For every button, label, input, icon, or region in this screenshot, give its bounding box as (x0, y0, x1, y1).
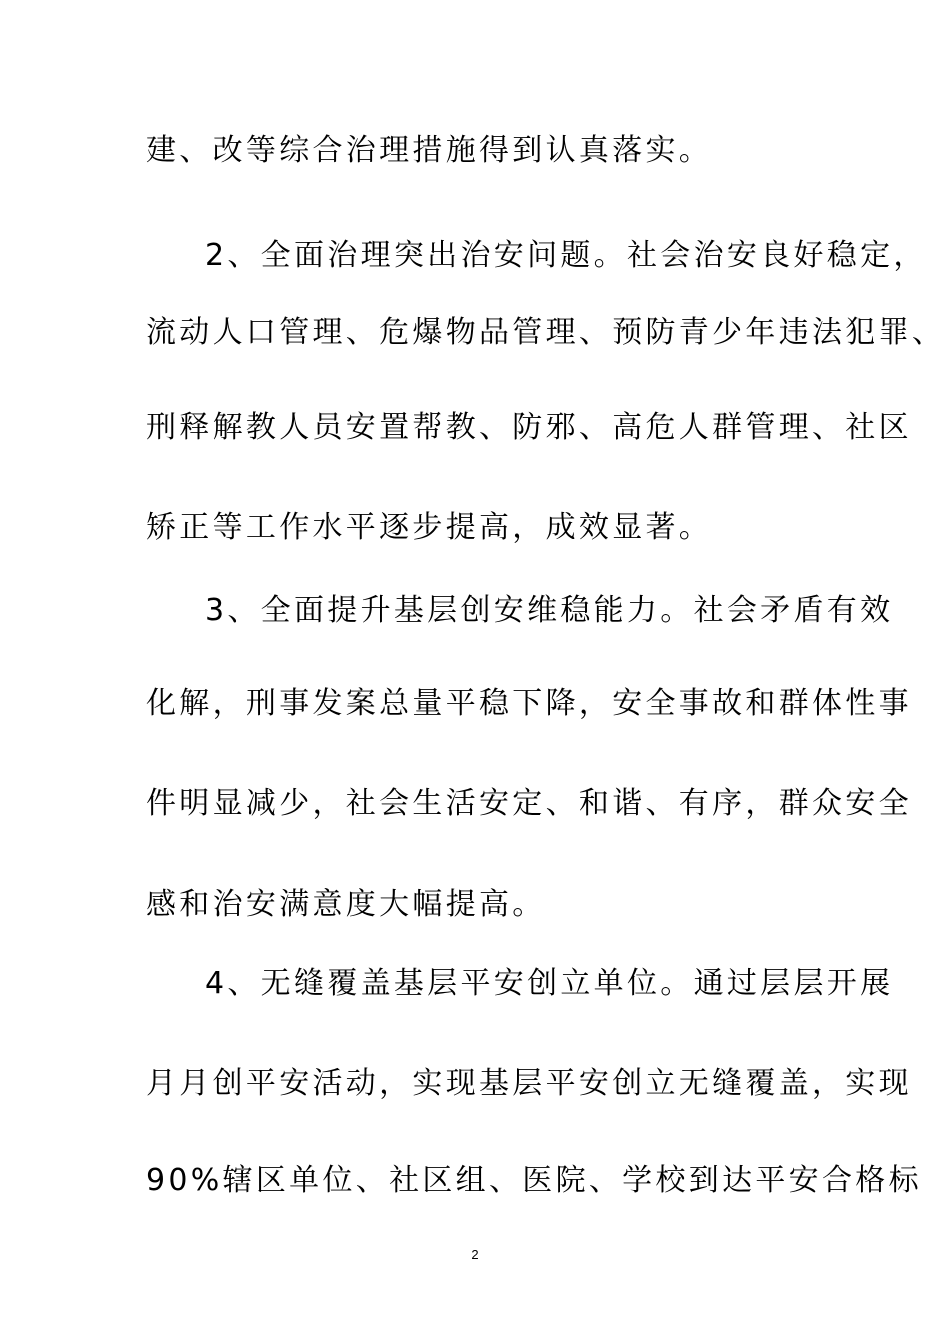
text-line: 刑释解教人员安置帮教、防邪、高危人群管理、社区 (146, 410, 912, 445)
paragraph-start: 4、无缝覆盖基层平安创立单位。通过层层开展 (205, 966, 894, 1001)
text-line: 矫正等工作水平逐步提高，成效显著。 (146, 510, 713, 545)
text-line: 化解，刑事发案总量平稳下降，安全事故和群体性事 (146, 686, 912, 721)
text-line: 流动人口管理、危爆物品管理、预防青少年违法犯罪、 (146, 315, 946, 350)
text-line: 90%辖区单位、社区组、医院、学校到达平安合格标 (146, 1163, 922, 1198)
paragraph-start: 2、全面治理突出治安问题。社会治安良好稳定， (205, 238, 927, 273)
page-number: 2 (471, 1247, 479, 1262)
text-line: 件明显减少，社会生活安定、和谐、有序，群众安全 (146, 786, 912, 821)
paragraph-start: 3、全面提升基层创安维稳能力。社会矛盾有效 (205, 593, 894, 628)
text-line: 建、改等综合治理措施得到认真落实。 (146, 133, 713, 168)
text-line: 感和治安满意度大幅提高。 (146, 887, 546, 922)
text-line: 月月创平安活动，实现基层平安创立无缝覆盖，实现 (146, 1066, 912, 1101)
